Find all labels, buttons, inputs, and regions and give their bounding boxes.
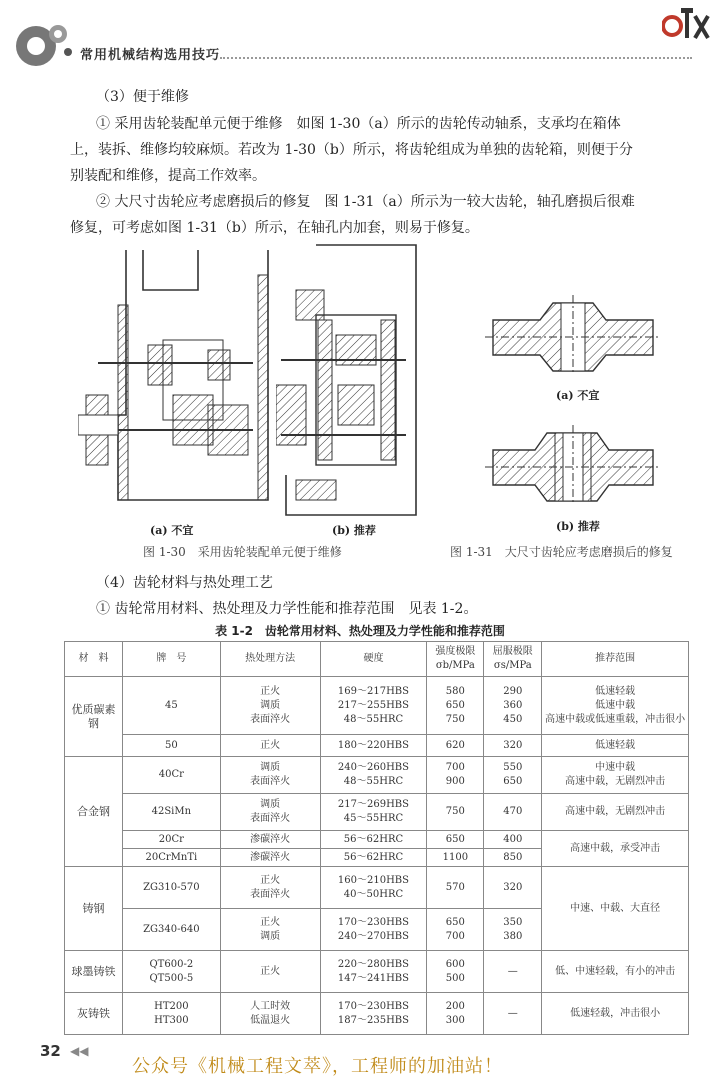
- yield-cell: 400: [484, 831, 542, 849]
- header-divider: [220, 57, 692, 59]
- heat-cell: 调质 表面淬火: [220, 794, 320, 831]
- grade-cell: 20Cr: [122, 831, 220, 849]
- header-heat-treatment: 热处理方法: [220, 642, 320, 677]
- strength-cell: 200 300: [427, 993, 484, 1035]
- strength-cell: 650: [427, 831, 484, 849]
- group-cast-steel: 铸钢: [65, 867, 123, 951]
- grade-cell: ZG340-640: [122, 909, 220, 951]
- usage-cell: 高速中载，无剧烈冲击: [542, 794, 689, 831]
- yield-cell: 320: [484, 867, 542, 909]
- strength-cell: 700 900: [427, 757, 484, 794]
- grade-cell: 45: [122, 677, 220, 735]
- paragraph-1-line-2: 上，装拆、维修均较麻烦。若改为 1-30（b）所示，将齿轮组成为单独的齿轮箱，则便于分: [70, 142, 633, 158]
- usage-cell: 低速轻载 低速中载 高速中载或低速重载，冲击很小: [542, 677, 689, 735]
- group-gray-iron: 灰铸铁: [65, 993, 123, 1035]
- hardness-cell: 170～230HBS 187～235HBS: [320, 993, 427, 1035]
- header-hardness: 硬度: [320, 642, 427, 677]
- figure-1-30b-drawing: [276, 235, 426, 520]
- heat-cell: 正火: [220, 951, 320, 993]
- hardness-cell: 170～230HBS 240～270HBS: [320, 909, 427, 951]
- figure-1-30a-drawing: [78, 245, 273, 520]
- yield-cell: 350 380: [484, 909, 542, 951]
- grade-cell: 20CrMnTi: [122, 849, 220, 867]
- figure-1-31a-drawing: [485, 295, 660, 375]
- group-alloy-steel: 合金钢: [65, 757, 123, 867]
- header-material: 材 料: [65, 642, 123, 677]
- heat-cell: 渗碳淬火: [220, 849, 320, 867]
- strength-cell: 750: [427, 794, 484, 831]
- grade-cell: 42SiMn: [122, 794, 220, 831]
- page-arrows-icon: ◀◀: [70, 1044, 89, 1058]
- section-heading-3: （3）便于维修: [96, 89, 189, 105]
- materials-table: [64, 641, 689, 1035]
- header-usage: 推荐范围: [542, 642, 689, 677]
- gear-icon: [14, 20, 74, 68]
- strength-cell: 650 700: [427, 909, 484, 951]
- section-heading-4: （4）齿轮材料与热处理工艺: [96, 575, 273, 591]
- yield-cell: 320: [484, 735, 542, 757]
- grade-cell: 40Cr: [122, 757, 220, 794]
- grade-cell: HT200 HT300: [122, 993, 220, 1035]
- section-4-line: ① 齿轮常用材料、热处理及力学性能和推荐范围 见表 1-2。: [96, 601, 478, 617]
- heat-cell: 正火 调质: [220, 909, 320, 951]
- grade-cell: QT600-2 QT500-5: [122, 951, 220, 993]
- usage-cell: 中速中载 高速中载，无剧烈冲击: [542, 757, 689, 794]
- table-row: [65, 951, 689, 993]
- hardness-cell: 217～269HBS 45～55HRC: [320, 794, 427, 831]
- figure-1-30-caption: 图 1-30 采用齿轮装配单元便于维修: [143, 545, 342, 559]
- paragraph-1: ① 采用齿轮装配单元便于维修 如图 1-30（a）所示的齿轮传动轴系，支承均在箱体: [96, 116, 621, 132]
- yield-cell: 470: [484, 794, 542, 831]
- figure-1-30b-label: (b) 推荐: [332, 524, 376, 537]
- heat-cell: 人工时效 低温退火: [220, 993, 320, 1035]
- hardness-cell: 240～260HBS 48～55HRC: [320, 757, 427, 794]
- hardness-cell: 220～280HBS 147～241HBS: [320, 951, 427, 993]
- hardness-cell: 169～217HBS 217～255HBS 48～55HRC: [320, 677, 427, 735]
- usage-cell: 高速中载，承受冲击: [542, 831, 689, 867]
- strength-cell: 1100: [427, 849, 484, 867]
- figure-1-30a-label: (a) 不宜: [150, 524, 194, 537]
- figure-1-31-caption: 图 1-31 大尺寸齿轮应考虑磨损后的修复: [450, 545, 673, 559]
- brand-logo-icon: [662, 4, 710, 44]
- usage-cell: 低速轻载: [542, 735, 689, 757]
- heat-cell: 调质 表面淬火: [220, 757, 320, 794]
- hardness-cell: 56～62HRC: [320, 831, 427, 849]
- strength-cell: 600 500: [427, 951, 484, 993]
- grade-cell: 50: [122, 735, 220, 757]
- hardness-cell: 56～62HRC: [320, 849, 427, 867]
- hardness-cell: 160～210HBS 40～50HRC: [320, 867, 427, 909]
- heat-cell: 正火: [220, 735, 320, 757]
- heat-cell: 正火 表面淬火: [220, 867, 320, 909]
- table-row: [65, 831, 689, 849]
- paragraph-1-line-3: 别装配和维修，提高工作效率。: [70, 168, 266, 184]
- group-carbon-steel: 优质碳素钢: [65, 677, 123, 757]
- heat-cell: 渗碳淬火: [220, 831, 320, 849]
- yield-cell: —: [484, 951, 542, 993]
- header-grade: 牌 号: [122, 642, 220, 677]
- figure-1-31b-label: (b) 推荐: [556, 520, 600, 533]
- figure-1-31a-label: (a) 不宜: [556, 389, 600, 402]
- yield-cell: 550 650: [484, 757, 542, 794]
- strength-cell: 580 650 750: [427, 677, 484, 735]
- usage-cell: 低速轻载，冲击很小: [542, 993, 689, 1035]
- strength-cell: 570: [427, 867, 484, 909]
- hardness-cell: 180～220HBS: [320, 735, 427, 757]
- page-header: [0, 0, 720, 70]
- footer-slogan: 公众号《机械工程文萃》，工程师的加油站！: [132, 1056, 503, 1077]
- table-row: [65, 757, 689, 794]
- table-row: [65, 993, 689, 1035]
- figure-1-31b-drawing: [485, 425, 660, 505]
- yield-cell: 850: [484, 849, 542, 867]
- group-nodular-iron: 球墨铸铁: [65, 951, 123, 993]
- running-header-title: 常用机械结构选用技巧: [80, 48, 221, 63]
- table-header-row: [65, 642, 689, 677]
- usage-cell: 低、中速轻载，有小的冲击: [542, 951, 689, 993]
- table-row: [65, 867, 689, 909]
- yield-cell: —: [484, 993, 542, 1035]
- yield-cell: 290 360 450: [484, 677, 542, 735]
- header-yield: 屈服极限 σs/MPa: [484, 642, 542, 677]
- strength-cell: 620: [427, 735, 484, 757]
- paragraph-2: ② 大尺寸齿轮应考虑磨损后的修复 图 1-31（a）所示为一较大齿轮，轴孔磨损后很难: [96, 194, 635, 210]
- page-number: 32: [40, 1042, 61, 1060]
- table-row: [65, 677, 689, 735]
- table-title: 表 1-2 齿轮常用材料、热处理及力学性能和推荐范围: [215, 624, 505, 638]
- paragraph-2-line-2: 修复，可考虑如图 1-31（b）所示，在轴孔内加套，则易于修复。: [70, 220, 479, 236]
- heat-cell: 正火 调质 表面淬火: [220, 677, 320, 735]
- grade-cell: ZG310-570: [122, 867, 220, 909]
- usage-cell: 中速、中载、大直径: [542, 867, 689, 951]
- header-strength: 强度极限 σb/MPa: [427, 642, 484, 677]
- table-row: [65, 794, 689, 831]
- table-row: [65, 735, 689, 757]
